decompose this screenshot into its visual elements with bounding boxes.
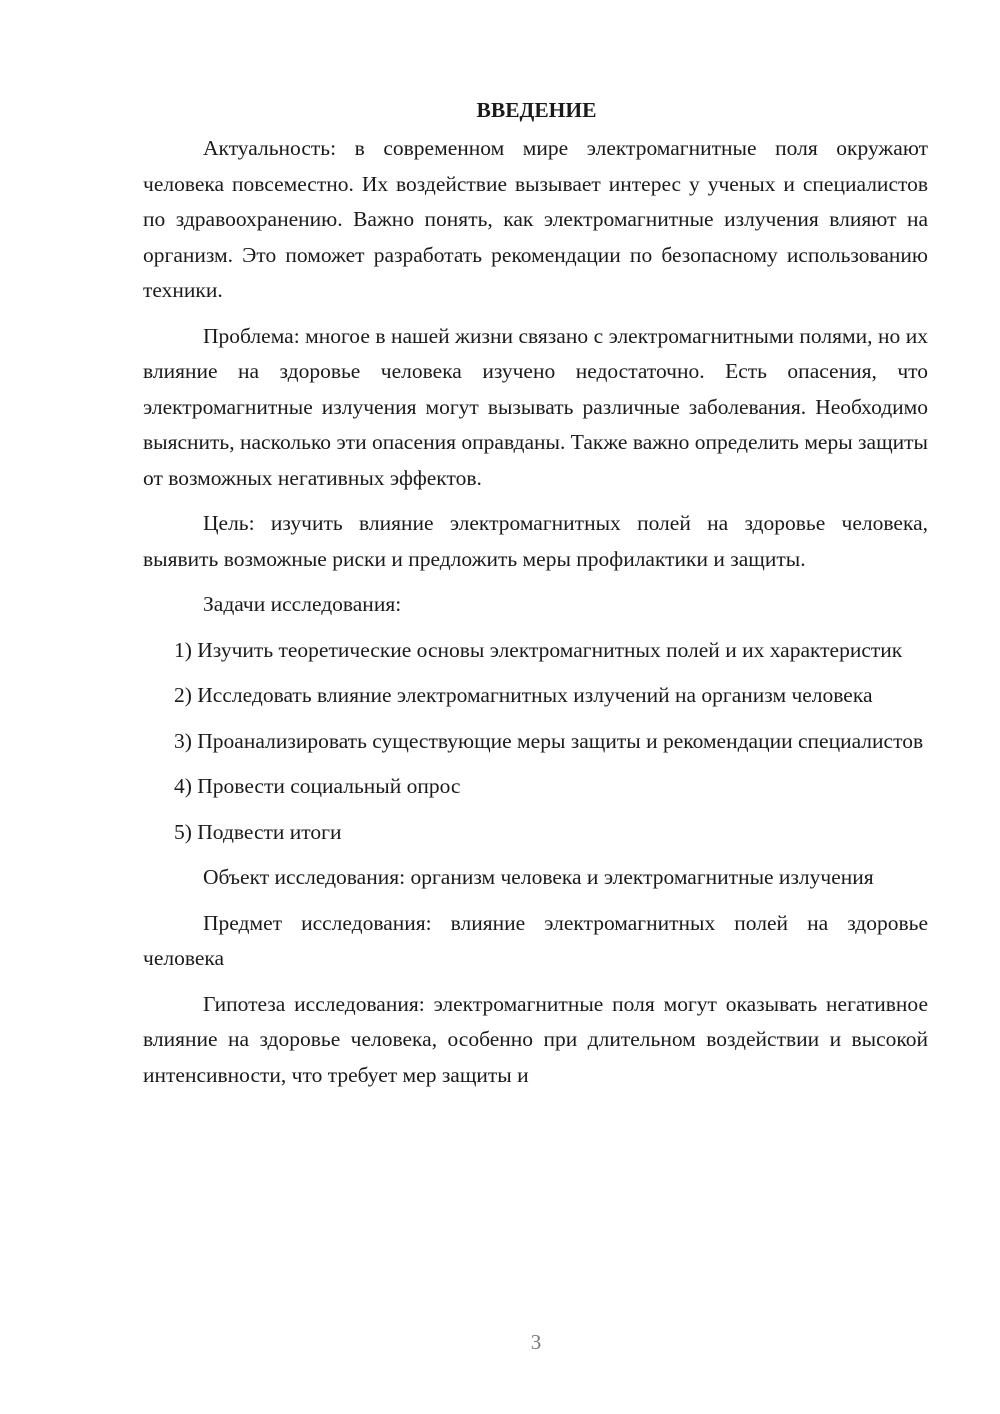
task-item-3: 3) Проанализировать существующие меры защиты и рекомендации специалистов <box>174 728 924 753</box>
task-item-4: 4) Провести социальный опрос <box>174 774 461 798</box>
page-number: 3 <box>530 1330 542 1354</box>
task-item-1: 1) Изучить теоретические основы электромагнитных полей и их характеристик <box>174 637 903 662</box>
paragraph-problem: Проблема: многое в нашей жизни связано с электромагнитными полями, но их влияние на здоровье человека изучено недостаточно. Есть опасения, что электромагнитные излучения могут вызывать различные заболевания. Необходимо выяснить, насколько эти опасения оправданы. Также важно определить меры защиты от возможных негативных эффектов. <box>143 323 928 490</box>
paragraph-object: Объект исследования: организм человека и электромагнитные излучения <box>203 865 874 889</box>
section-heading: ВВЕДЕНИЕ <box>476 98 597 122</box>
task-item-2: 2) Исследовать влияние электромагнитных излучений на организм человека <box>174 683 873 707</box>
paragraph-tasks-title: Задачи исследования: <box>203 592 402 616</box>
paragraph-subject: Предмет исследования: влияние электромагнитных полей на здоровье человека <box>143 910 928 970</box>
paragraph-goal: Цель: изучить влияние электромагнитных полей на здоровье человека, выявить возможные риски и предложить меры профилактики и защиты. <box>143 511 928 571</box>
paragraph-relevance: Актуальность: в современном мире электромагнитные поля окружают человека повсеместно. Их воздействие вызывает интерес у ученых и специалистов по здравоохранению. Важно понять, как электромагнитные излучения влияют на организм. Это поможет разработать рекомендации по безопасному использованию техники. <box>143 136 928 302</box>
document-page <box>143 92 928 1103</box>
paragraph-hypothesis: Гипотеза исследования: электромагнитные поля могут оказывать негативное влияние на здоровье человека, особенно при длительном воздействии и высокой интенсивности, что требует мер защиты и <box>143 991 928 1087</box>
task-item-5: 5) Подвести итоги <box>174 819 342 844</box>
